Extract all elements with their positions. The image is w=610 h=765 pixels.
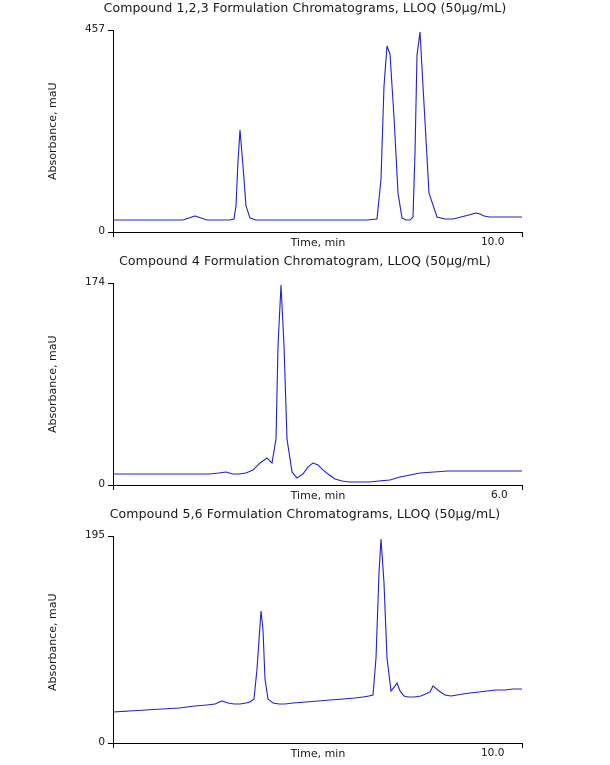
panel-3-plot xyxy=(46,529,523,760)
panel-2-ymax-label: 174 xyxy=(84,276,105,288)
panel-2-plot xyxy=(46,276,523,502)
panel-compound-56 xyxy=(0,506,610,761)
panel-1-xmax-label: 10.0 xyxy=(481,236,505,248)
panel-2-xmax-label: 6.0 xyxy=(491,489,508,501)
panel-3-ymin-label: 0 xyxy=(98,736,105,748)
panel-1-plot xyxy=(46,23,523,249)
panel-1-ylabel: Absorbance, maU xyxy=(46,82,59,180)
panel-3-title: Compound 5,6 Formulation Chromatograms, LLOQ (50µg/mL) xyxy=(109,506,501,521)
panel-compound-4 xyxy=(0,253,610,503)
panel-3-xmax-label: 10.0 xyxy=(481,747,505,759)
panel-2-ylabel: Absorbance, maU xyxy=(46,335,59,433)
panel-1-trace xyxy=(113,30,523,233)
panel-2-title: Compound 4 Formulation Chromatogram, LLOQ (50µg/mL) xyxy=(119,253,491,268)
panel-2-trace xyxy=(113,283,523,486)
panel-1-ymin-label: 0 xyxy=(98,225,105,237)
panel-3-xlabel: Time, min xyxy=(290,747,346,760)
panel-compound-123 xyxy=(0,0,610,250)
panel-1-ymax-label: 457 xyxy=(84,23,105,35)
panel-3-ylabel: Absorbance, maU xyxy=(46,593,59,691)
panel-2-xlabel: Time, min xyxy=(290,489,346,502)
panel-1-xlabel: Time, min xyxy=(290,236,346,249)
panel-1-title: Compound 1,2,3 Formulation Chromatograms, LLOQ (50µg/mL) xyxy=(103,0,507,15)
panel-3-ymax-label: 195 xyxy=(84,529,105,541)
panel-2-ymin-label: 0 xyxy=(98,478,105,490)
panel-3-trace xyxy=(113,536,523,744)
